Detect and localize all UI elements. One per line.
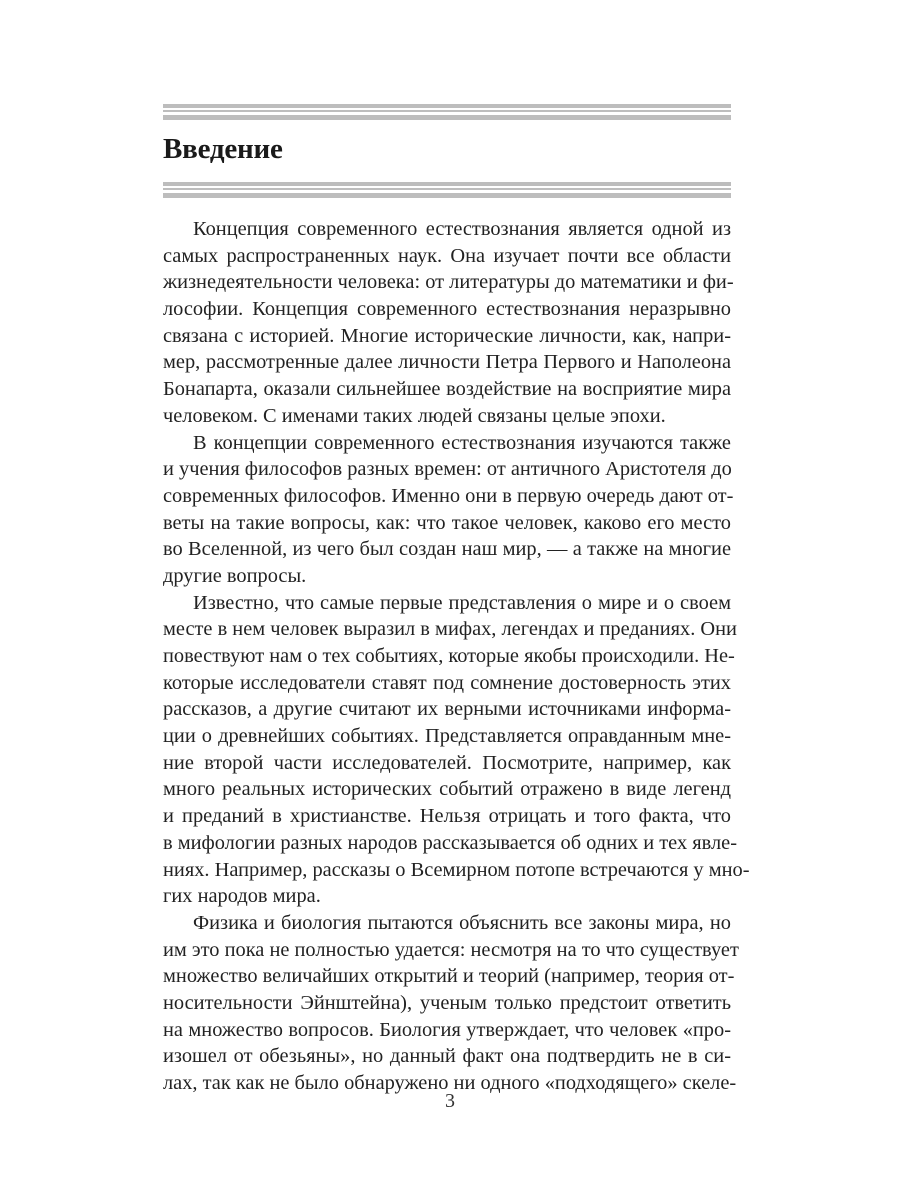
text-line: ниях. Например, рассказы о Всемирном потопе встречаются у мно- (163, 858, 750, 881)
paragraph (163, 910, 739, 1097)
paragraph (163, 430, 734, 590)
text-line: повествуют нам о тех событиях, которые якобы происходили. Не- (163, 645, 735, 667)
text-line: во Вселенной, из чего был создан наш мир, — а также на многие (163, 538, 731, 561)
text-line: ние второй части исследователей. Посмотрите, например, как (163, 751, 731, 774)
rule-line (163, 182, 731, 186)
text-line: и преданий в христианстве. Нельзя отрицать и того факта, что (163, 805, 731, 828)
text-line: лософии. Концепция современного естествознания неразрывно (163, 298, 731, 321)
text-line: мер, рассмотренные далее личности Петра Первого и Наполеона (163, 351, 731, 374)
text-line: и учения философов разных времен: от античного Аристотеля до (163, 458, 732, 481)
page-number: 3 (445, 1090, 455, 1112)
text-line: Концепция современного естествознания является одной из (193, 218, 731, 240)
text-line: Физика и биология пытаются объяснить все законы мира, но (193, 911, 731, 934)
text-line: им это пока не полностью удается: несмотря на то что существует (163, 938, 739, 961)
text-line: которые исследователи ставят под сомнение достоверность этих (163, 671, 731, 694)
chapter-heading: Введение (163, 133, 283, 165)
text-line: много реальных исторических событий отражено в виде легенд (163, 778, 731, 801)
text-line: современных философов. Именно они в первую очередь дают от- (163, 484, 734, 507)
text-line: самых распространенных наук. Она изучает почти все области (163, 244, 731, 267)
text-line: носительности Эйнштейна), ученым только предстоит ответить (163, 991, 731, 1014)
text-line: жизнедеятельности человека: от литературы до математики и фи- (163, 271, 734, 294)
paragraph (163, 216, 734, 430)
text-line: ции о древнейших событиях. Представляется оправданным мне- (163, 725, 731, 748)
text-line: В концепции современного естествознания изучаются также (193, 431, 731, 454)
text-line: множество величайших открытий и теорий (например, теория от- (163, 965, 735, 988)
paragraph (163, 590, 750, 910)
rule-line (163, 188, 731, 190)
top-rule-group (163, 104, 731, 121)
text-line: лах, так как не было обнаружено ни одного «подходящего» скеле- (163, 1072, 737, 1094)
rule-line (163, 115, 731, 120)
text-line: другие вопросы. (163, 564, 307, 587)
text-line: Бонапарта, оказали сильнейшее воздействие на восприятие мира (163, 378, 731, 401)
text-line: веты на такие вопросы, как: что такое человек, каково его место (163, 511, 731, 534)
text-line: человеком. С именами таких людей связаны целые эпохи. (163, 404, 666, 427)
text-line: изошел от обезьяны», но данный факт она подтвердить не в си- (163, 1045, 731, 1068)
text-line: Известно, что самые первые представления о мире и о своем (193, 591, 731, 614)
rule-line (163, 193, 731, 198)
text-line: связана с историей. Многие исторические личности, как, напри- (163, 324, 731, 347)
rule-line (163, 104, 731, 108)
text-line: гих народов мира. (163, 885, 321, 908)
body-text (163, 216, 750, 1097)
text-line: в мифологии разных народов рассказывается об одних и тех явле- (163, 831, 738, 854)
text-line: месте в нем человек выразил в мифах, легендах и преданиях. Они (163, 618, 737, 641)
rule-line (163, 110, 731, 112)
bottom-rule-group (163, 182, 731, 199)
text-line: на множество вопросов. Биология утверждает, что человек «про- (163, 1018, 731, 1041)
text-line: рассказов, а другие считают их верными источниками информа- (163, 698, 731, 721)
